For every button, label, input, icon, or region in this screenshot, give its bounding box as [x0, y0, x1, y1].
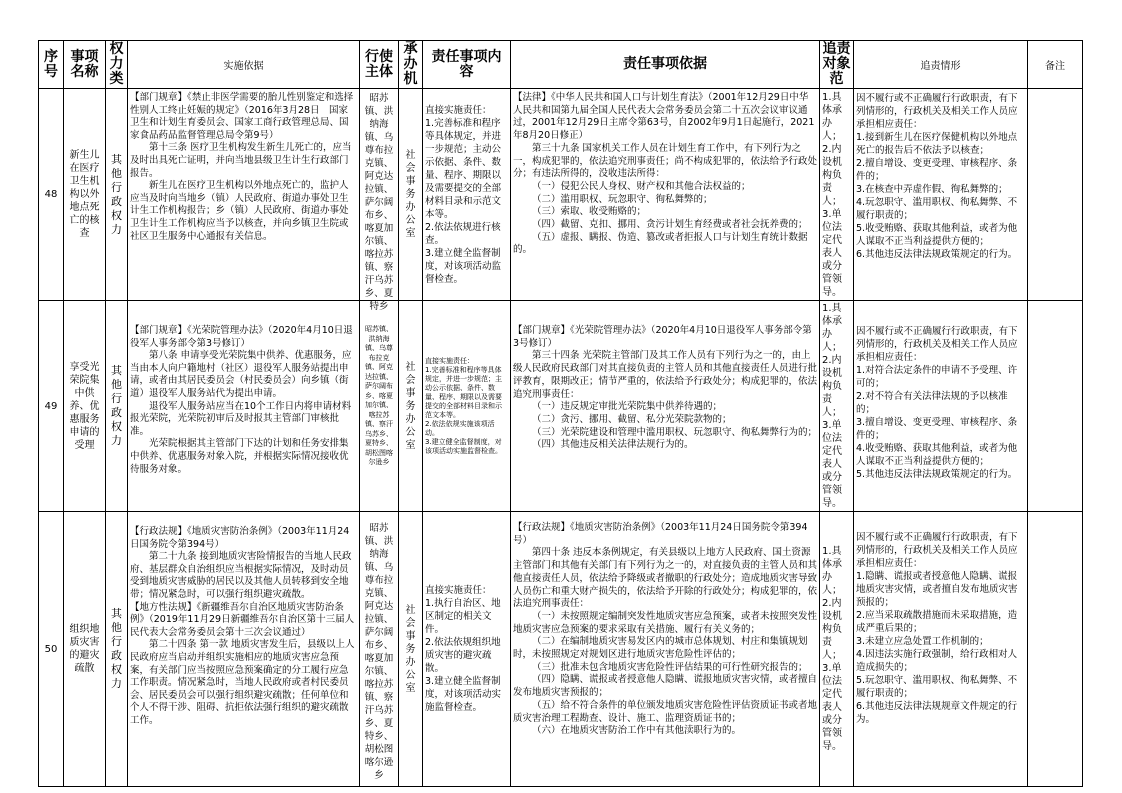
header-target: 追责对象范	[820, 41, 854, 89]
row-situation: 因不履行或不正确履行行政职责，有下列情形的，行政机关及相关工作人员应承担相应责任： 1.对符合法定条件的申请不予受理、许可的； 2.对不符合有关法律法规的予以核准的； 3.擅自增设、变更受理、审核程序、条件的； 4.收受贿赂、获取其他利益，或者为他人谋取不正当利益提供方便的； 5.其他违反法律法规政策规定的行为。	[854, 301, 1028, 512]
responsibility-table	[38, 40, 1083, 787]
row-resp-basis: 【部门规章】《光荣院管理办法》（2020年4月10日退役军人事务部令第3号修订） 第三十四条 光荣院主管部门及其工作人员有下列行为之一的，由上级人民政府民政部门对其直接负责的主管人员和其他直接责任人员进行批评教育，限期改正；情节严重的，依法给予行政处分；构成犯罪的，依法追究刑事责任： （一）违反规定审批光荣院集中供养待遇的； （二）贪污、挪用、截留、私分光荣院款物的； （三）光荣院建设和管理中滥用职权、玩忽职守、徇私舞弊行为的； （四）其他违反相关法律法规行为的。	[511, 301, 820, 512]
row-power-type: 其他行政权力	[106, 301, 128, 512]
table-row	[39, 89, 1083, 301]
row-basis: 【行政法规】《地质灾害防治条例》（2003年11月24日国务院令第394号） 第二十九条 接到地质灾害险情报告的当地人民政府、基层群众自治组织应当根据实际情况，及时动员受到地质灾害威胁的居民以及其他人员转移到安全地带；情况紧急时，可以强行组织避灾疏散。 【地方性法规】《新疆维吾尔自治区地质灾害防治条例》（2019年11月29日新疆维吾尔自治区第十三届人民代表大会常务委员会第十三次会议通过） 第二十四条 第一款 地质灾害发生后，县级以上人民政府应当启动并组织实施相应的地质灾害应急预案，有关部门应当按照应急预案确定的分工履行应急工作职责。情况紧急时，当地人民政府或者村民委员会、居民委员会可以强行组织避灾疏散；任何单位和个人不得干涉、阻碍、抗拒依法强行组织的避灾疏散工作。	[128, 512, 360, 787]
basis-paragraph: 第十三条 医疗卫生机构发生新生儿死亡的，应当及时出具死亡证明，并向当地县级卫生计生行政部门报告。	[130, 142, 352, 179]
row-power-type: 其他行政权力	[106, 512, 128, 787]
row-basis: 【部门规章】《光荣院管理办法》（2020年4月10日退役军人事务部令第3号修订） 第八条 申请享受光荣院集中供养、优惠服务，应当由本人向户籍地村（社区）退役军人服务站提出申请，或者由其居民委员会（村民委员会）向乡镇（街道）退役军人服务站代为提出申请。 退役军人服务站应当在10个工作日内将申请材料报光荣院，光荣院初审后及时报其主管部门审核批准。 光荣院根据其主管部门下达的计划和任务安排集中供养、优惠服务对象入院，并根据实际情况接收优待服务对象。	[128, 301, 360, 512]
header-resp-content: 责任事项内容	[423, 41, 511, 89]
row-seq: 48	[39, 89, 64, 301]
row-name: 享受光荣院集中供养、优惠服务申请的受理	[64, 301, 106, 512]
header-row	[39, 41, 1083, 89]
row-subject: 昭苏镇、洪纳海镇、乌尊布拉克镇、阿克达拉镇、萨尔阔布乡、喀夏加尔镇、喀拉苏镇、察汗乌苏乡、夏特乡	[360, 89, 399, 301]
table-row	[39, 512, 1083, 787]
row-resp-basis: 【行政法规】《地质灾害防治条例》（2003年11月24日国务院令第394号） 第四十条 违反本条例规定，有关县级以上地方人民政府、国土资源主管部门和其他有关部门有下列行为之一的，对直接负责的主管人员和其他直接责任人员，依法给予降级或者撤职的行政处分；造成地质灾害导致人员伤亡和重大财产损失的，依法给予开除的行政处分；构成犯罪的，依法追究刑事责任： （一）未按照规定编制突发性地质灾害应急预案，或者未按照突发性地质灾害应急预案的要求采取有关措施、履行有关义务的； （二）在编制地质灾害易发区内的城市总体规划、村庄和集镇规划时，未按照规定对规划区进行地质灾害危险性评估的； （三）批准未包含地质灾害危险性评估结果的可行性研究报告的； （四）隐瞒、谎报或者授意他人隐瞒、谎报地质灾害灾情，或者擅自发布地质灾害预报的； （五）给不符合条件的单位颁发地质灾害危险性评估资质证书或者地质灾害治理工程勘查、设计、施工、监理资质证书的； （六）在地质灾害防治工作中有其他渎职行为的。	[511, 512, 820, 787]
row-dept: 社会事务办公室	[399, 301, 423, 512]
header-basis: 实施依据	[128, 41, 360, 89]
row-name: 组织地质灾害的避灾疏散	[64, 512, 106, 787]
header-name: 事项名称	[64, 41, 106, 89]
row-note	[1028, 301, 1083, 512]
header-dept: 承办机	[399, 41, 423, 89]
row-name: 新生儿在医疗卫生机构以外地点死亡的核查	[64, 89, 106, 301]
row-resp-content: 直接实施责任： 1.执行自治区、地区制定的相关文件。 2.依法依规组织地质灾害的避灾疏散。 3.建立健全监督制度，对该项活动实施监督检查。	[423, 512, 511, 787]
row-power-type: 其他行政权力	[106, 89, 128, 301]
row-resp-basis: 【法律】《中华人民共和国人口与计划生育法》（2001年12月29日中华人民共和国第九届全国人民代表大会常务委员会第二十五次会议审议通过，2001年12月29日主席令第63号，自2002年9月1日起施行，2021年8月20日修正） 第三十九条 国家机关工作人员在计划生育工作中，有下列行为之一，构成犯罪的，依法追究刑事责任；尚不构成犯罪的，依法给予行政处分；有违法所得的，没收违法所得： （一）侵犯公民人身权、财产权和其他合法权益的； （二）滥用职权、玩忽职守、徇私舞弊的； （三）索取、收受贿赂的； （四）截留、克扣、挪用、贪污计划生育经费或者社会抚养费的； （五）虚报、瞒报、伪造、篡改或者拒报人口与计划生育统计数据的。	[511, 89, 820, 301]
row-seq: 49	[39, 301, 64, 512]
row-target: 1.具体承办人；2.内设机构负责人；3.单位法定代表人或分管领导。	[820, 512, 854, 787]
header-subject: 行使主体	[360, 41, 399, 89]
row-seq: 50	[39, 512, 64, 787]
row-basis	[128, 89, 360, 301]
header-power-type: 权力类	[106, 41, 128, 89]
header-note: 备注	[1028, 41, 1083, 89]
row-target: 1.具体承办人；2.内设机构负责人；3.单位法定代表人或分管领导。	[820, 301, 854, 512]
header-seq: 序号	[39, 41, 64, 89]
row-note	[1028, 512, 1083, 787]
basis-paragraph: 【部门规章】《禁止非医学需要的胎儿性别鉴定和选择性别人工终止妊娠的规定》（2016年3月28日 国家卫生和计划生育委员会、国家工商行政管理总局、国家食品药品监督管理总局令第9号）	[130, 92, 354, 141]
row-resp-content: 直接实施责任： 1.完善标准和程序等具体规定，并进一步规范；主动公示依据、条件、数量、程序、期限以及需要提交的全部材料目录和示范文本等。 2.依法依规实施该项活动。 3.建立健全监督制度，对该项活动实施监督检查。	[423, 301, 511, 512]
row-situation: 因不履行或不正确履行行政职责，有下列情形的，行政机关及相关工作人员应承担相应责任： 1.隐瞒、谎报或者授意他人隐瞒、谎报地质灾害灾情，或者擅自发布地质灾害预报的； 2.应当采取疏散措施而未采取措施，造成严重后果的； 3.未建立应急处置工作机制的； 4.因违法实施行政强制，给行政相对人造成损失的； 5.玩忽职守、滥用职权、徇私舞弊、不履行职责的； 6.其他违反法律法规规章文件规定的行为。	[854, 512, 1028, 787]
row-dept: 社会事务办公室	[399, 89, 423, 301]
header-situation: 追责情形	[854, 41, 1028, 89]
row-target: 1.具体承办人；2.内设机构负责人；3.单位法定代表人或分管领导。	[820, 89, 854, 301]
row-note	[1028, 89, 1083, 301]
header-resp-basis: 责任事项依据	[511, 41, 820, 89]
row-resp-content: 直接实施责任： 1.完善标准和程序等具体规定，并进一步规范；主动公示依据、条件、数量、程序、期限以及需要提交的全部材料目录和示范文本等。 2.依法依规进行核查。 3.建立健全监督制度，对该项活动监督检查。	[423, 89, 511, 301]
row-dept: 社会事务办公室	[399, 512, 423, 787]
row-subject: 昭苏镇、洪纳海镇、乌尊布拉克镇、阿克达拉镇、萨尔阔布乡、喀夏加尔镇、喀拉苏镇、察汗乌苏乡、夏特乡、胡松图喀尔逊乡	[360, 301, 399, 512]
row-subject: 昭苏镇、洪纳海镇、乌尊布拉克镇、阿克达拉镇、萨尔阔布乡、喀夏加尔镇、喀拉苏镇、察汗乌苏乡、夏特乡、胡松图喀尔逊乡	[360, 512, 399, 787]
basis-paragraph: 新生儿在医疗卫生机构以外地点死亡的，监护人应当及时向当地乡（镇）人民政府、街道办事处卫生计生工作机构报告；乡（镇）人民政府、街道办事处卫生计生工作机构应当予以核查，并向乡镇卫生院或社区卫生服务中心通报有关信息。	[130, 180, 349, 242]
row-situation: 因不履行或不正确履行行政职责，有下列情形的，行政机关及相关工作人员应承担相应责任： 1.接到新生儿在医疗保健机构以外地点死亡的报告后不依法予以核查； 2.擅自增设、变更受理、审核程序、条件的； 3.在核查中弄虚作假、徇私舞弊的； 4.玩忽职守、滥用职权、徇私舞弊、不履行职责的； 5.收受贿赂、获取其他利益，或者为他人谋取不正当利益提供方便的； 6.其他违反法律法规政策规定的行为。	[854, 89, 1028, 301]
table-row	[39, 301, 1083, 512]
